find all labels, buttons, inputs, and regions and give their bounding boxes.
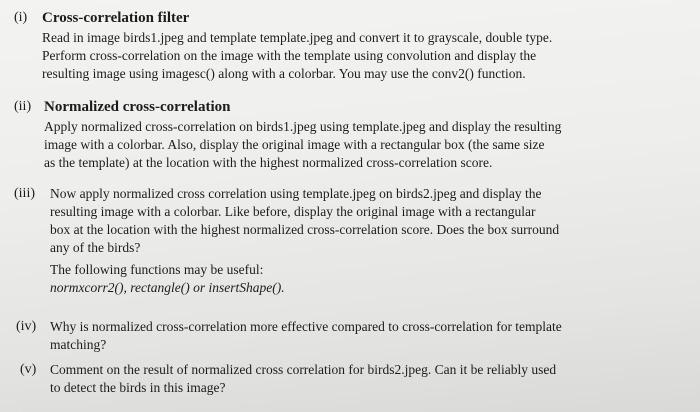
question-number: (ii): [14, 99, 32, 114]
question-title: Normalized cross-correlation: [44, 99, 231, 115]
function-list: normxcorr2(), rectangle() or insertShape().: [50, 280, 285, 295]
question-text-line: any of the birds?: [50, 240, 141, 255]
question-text-line: The following functions may be useful:: [50, 262, 264, 277]
question-text-line: Perform cross-correlation on the image with the template using convolution and display the: [42, 48, 537, 63]
question-text-line: Apply normalized cross-correlation on birds1.jpeg using template.jpeg and display the resulting: [44, 119, 562, 134]
question-title: Cross-correlation filter: [42, 10, 190, 26]
question-text-line: matching?: [50, 337, 107, 352]
question-number: (iv): [16, 319, 37, 334]
question-number: (i): [14, 10, 28, 25]
question-text-line: as the template) at the location with the highest normalized cross-correlation score.: [44, 155, 493, 170]
question-text-line: Read in image birds1.jpeg and template template.jpeg and convert it to grayscale, double type.: [42, 30, 553, 45]
question-text-line: Comment on the result of normalized cross correlation for birds2.jpeg. Can it be reliably used: [50, 362, 557, 377]
question-number: (iii): [14, 186, 35, 201]
question-text-line: box at the location with the highest normalized cross-correlation score. Does the box surround: [50, 222, 560, 237]
question-text-line: resulting image with a colorbar. Like before, display the original image with a rectangular: [50, 204, 536, 219]
question-text-line: Now apply normalized cross correlation using template.jpeg on birds2.jpeg and display the: [50, 186, 542, 201]
question-text-line: Why is normalized cross-correlation more effective compared to cross-correlation for template: [50, 319, 562, 334]
question-text-line: to detect the birds in this image?: [50, 380, 226, 395]
question-text-line: resulting image using imagesc() along with a colorbar. You may use the conv2() function.: [42, 66, 526, 81]
question-number: (v): [20, 362, 37, 377]
question-text-line: image with a colorbar. Also, display the original image with a rectangular box (the same size: [44, 137, 545, 152]
